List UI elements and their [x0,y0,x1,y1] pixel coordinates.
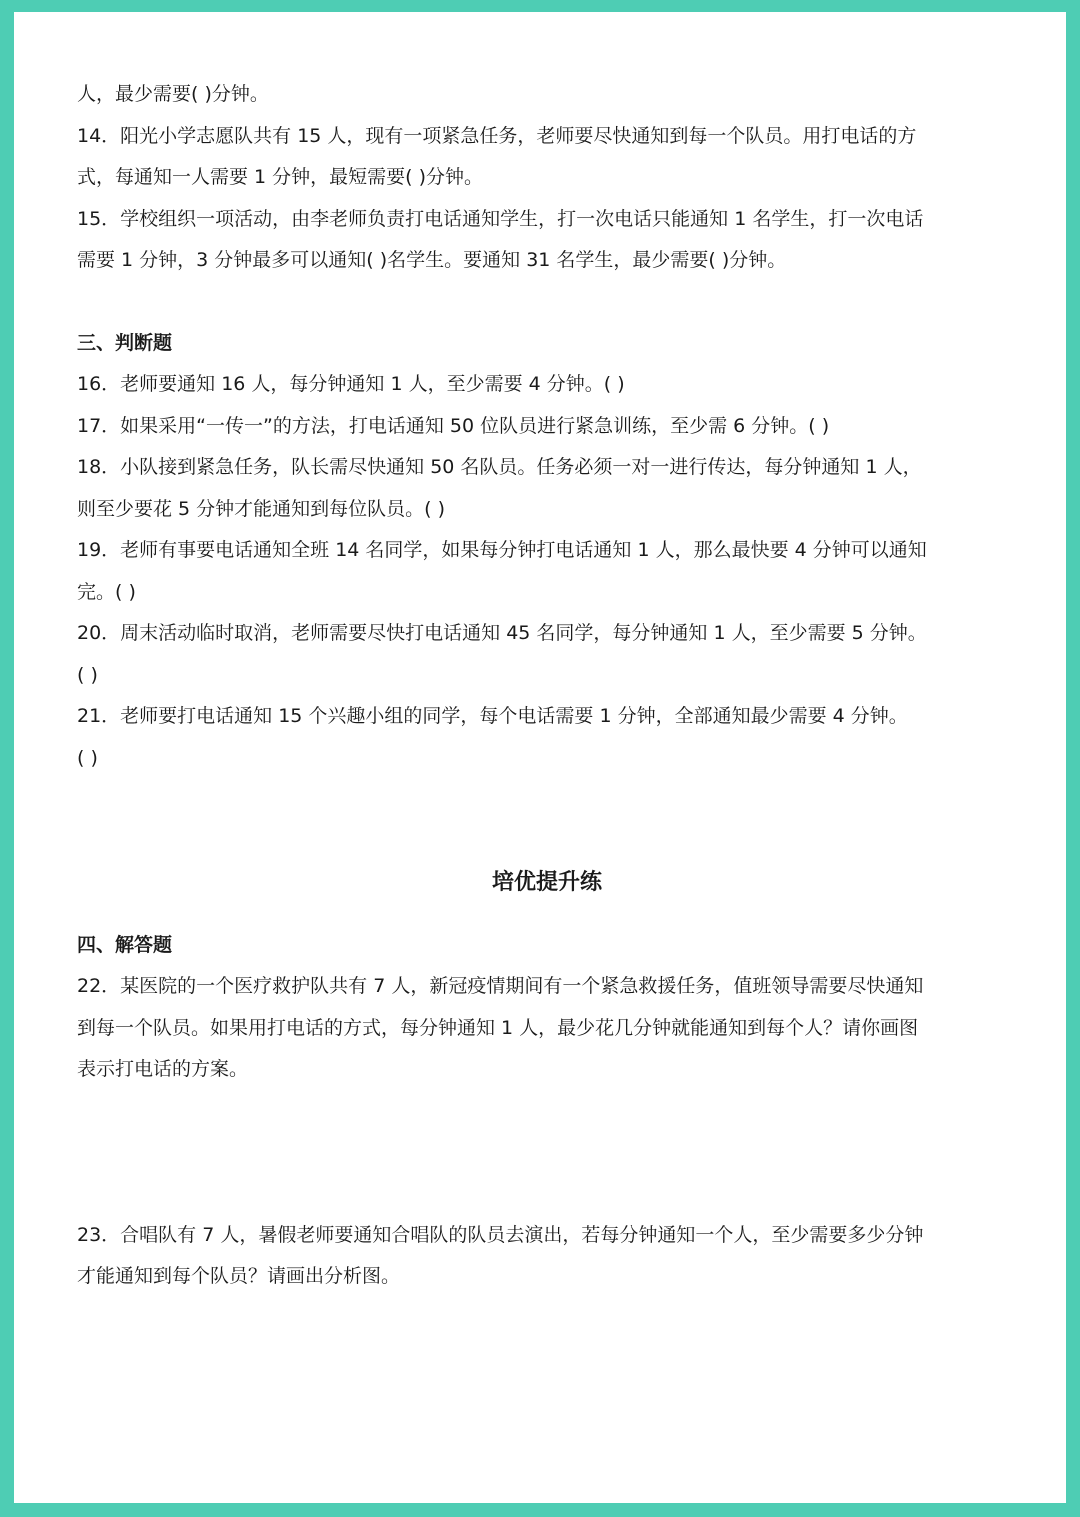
question-22-line-2: 到每一个队员。如果用打电话的方式，每分钟通知 1 人，最少花几分钟就能通知到每个人？请你画图 [77,1016,919,1039]
question-22-line-3: 表示打电话的方案。 [77,1058,249,1080]
question-23-line-1: 23．合唱队有 7 人，暑假老师要通知合唱队的队员去演出，若每分钟通知一个人，至少需要多少分钟 [77,1223,924,1246]
question-13-tail: 人，最少需要( )分钟。 [77,83,269,105]
question-20-line-2: ( ) [77,663,98,686]
question-21-line-2: ( ) [77,746,98,769]
section-4-heading: 四、解答题 [77,933,173,956]
question-14-line-2: 式，每通知一人需要 1 分钟，最短需要( )分钟。 [77,166,484,188]
spacer [77,282,1017,323]
question-15-line-2: 需要 1 分钟，3 分钟最多可以通知( )名学生。要通知 31 名学生，最少需要( )分钟。 [77,249,787,271]
question-20-line-1: 20．周末活动临时取消，老师需要尽快打电话通知 45 名同学，每分钟通知 1 人，至少需要 5 分钟。 [77,622,927,644]
question-23-line-2: 才能通知到每个队员？请画出分析图。 [77,1265,401,1287]
question-18-line-2: 则至少要花 5 分钟才能通知到每位队员。( ) [77,497,446,520]
question-19-line-2: 完。( ) [77,580,136,603]
question-17: 17．如果采用“一传一”的方法，打电话通知 50 位队员进行紧急训练，至少需 6 分钟。( ) [77,414,830,437]
question-21-line-1: 21．老师要打电话通知 15 个兴趣小组的同学，每个电话需要 1 分钟，全部通知最少需要 4 分钟。 [77,705,908,727]
question-16: 16．老师要通知 16 人，每分钟通知 1 人，至少需要 4 分钟。( ) [77,373,625,395]
section-title: 培优提升练 [491,870,602,895]
question-15-line-1: 15．学校组织一项活动，由李老师负责打电话通知学生，打一次电话只能通知 1 名学生，打一次电话 [77,207,924,230]
question-19-line-1: 19．老师有事要电话通知全班 14 名同学，如果每分钟打电话通知 1 人，那么最快要 4 分钟可以通知 [77,539,927,561]
worksheet-page [14,12,1066,1503]
section-3-heading: 三、判断题 [77,331,173,354]
worksheet-content [77,74,1017,1298]
question-22-line-1: 22．某医院的一个医疗救护队共有 7 人，新冠疫情期间有一个紧急救援任务，值班领导需要尽快通知 [77,975,924,997]
question-14-line-1: 14．阳光小学志愿队共有 15 人，现有一项紧急任务，老师要尽快通知到每一个队员。用打电话的方 [77,124,917,147]
question-18-line-1: 18．小队接到紧急任务，队长需尽快通知 50 名队员。任务必须一对一进行传达，每分钟通知 1 人， [77,456,922,478]
answer-space [77,1091,1017,1215]
